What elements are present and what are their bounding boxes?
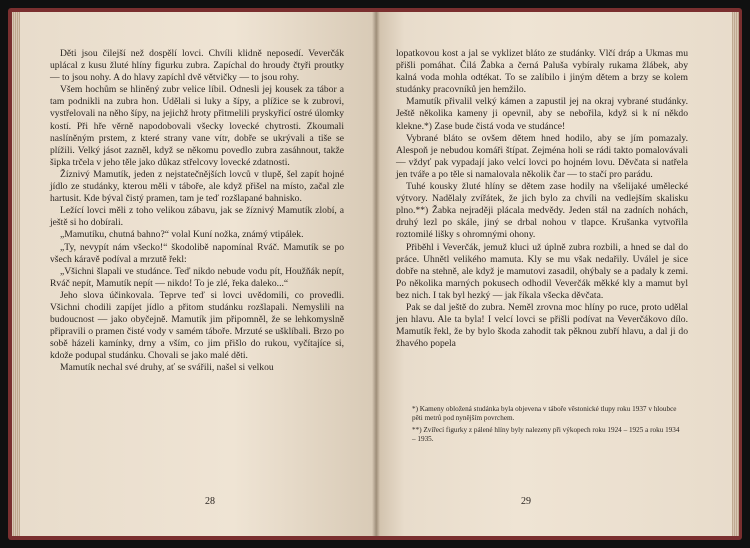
paragraph: „Ty, nevypít nám všecko!“ škodolibě napomínal Rváč. Mamutík se po všech káravě podíval a mrzutě řekl: xyxy=(50,241,344,265)
paragraph: Jeho slova účinkovala. Teprve teď si lovci uvědomili, co provedli. Všichni chodili zapíjet jídlo a přitom studánku rozšlapali. Nemyslili na budoucnost — jako obyčejně. Mamutík jim připomněl, že se lehkomyslně připravili o pramen čisté vody v samém táboře. Mrzuté se ušklíbali. Brzo po sobě házeli kamínky, drny a vším, co jim přišlo do rukou, vyčítajíce si, kdože podupal studánku. Chovali se jako malé děti. xyxy=(50,289,344,362)
paragraph: lopatkovou kost a jal se vyklizet bláto ze studánky. Vlčí dráp a Ukmas mu přišli pomáhat. Čilá Žabka a černá Paluša vybíraly rukama žlábek, aby kalná voda mohla odtékat. To se zalíbilo i jiným dětem a brzy se kolem studánky pracovníků jen hemžilo. xyxy=(396,48,688,96)
footnote: **) Zvířecí figurky z pálené hlíny byly nalezeny při výkopech roku 1924 – 1925 a roku 1934 – 1935. xyxy=(412,425,680,443)
paragraph: Mamutík nechal své druhy, ať se svářili, našel si velkou xyxy=(60,362,274,374)
right-page-body xyxy=(396,48,688,350)
paragraph: Děti jsou čilejší než dospělí lovci. Chvíli klidně neposedí. Veverčák uplácal z kusu žluté hlíny figurku zubra. Zapíchal do hroudy čtyři proutky — to jsou nohy. A do hlavy zapíchl dvě větvičky — to jsou rohy. xyxy=(50,48,344,84)
paragraph: Mamutík přivalil velký kámen a zapustil jej na okraj vybrané studánky. Ještě několika kameny ji opevnil, aby se nebořila, když si k ní někdo klekne.*) Zase bude čistá voda ve studánce! xyxy=(396,96,688,132)
paragraph: „Všichni šlapali ve studánce. Teď nikdo nebude vodu pít, Houžňák nepít, Rváč nepít, Mamutík nepít — nikdo! To je zlé, řeka daleko...“ xyxy=(50,265,344,289)
paragraph: Tuhé kousky žluté hlíny se dětem zase hodily na všelijaké umělecké výtvory. Nadělaly zvířátek, že jich bylo za chvíli na vedlejším skalisku plno.**) Žabka nejraději plácala medvědy. Jeden stál na zadních nohách, druhý lezl po skále, jiný se drbal nohou v tlapce. Krušanka vytvořila roztomilé lišky s ohromnými ohony. xyxy=(396,181,688,241)
left-page-body xyxy=(50,48,344,375)
paragraph: Přiběhl i Veverčák, jemuž kluci už úplně zubra rozbili, a hned se dal do práce. Uhnětl velikého mamuta. Kly se mu však nedařily. Uválel je sice dobře na stehně, ale když je mamutovi zasadil, ohýbaly se a padaly k zemi. Po několika marných pokusech odhodil Veverčák měkké kly a mamut byl bez nich. I tak byl hezký — jak říkala všecka děvčata. xyxy=(396,241,688,301)
paragraph: Všem hochům se hliněný zubr velice líbil. Odnesli jej kousek za tábor a tam podnikli na zubra hon. Udělali si luky a šípy, a plížice se k zubrovi, vystřelovali na něho šípy, na jejichž hroty přitmelili pryskyřicí ostré úlomky kostí. Při hře věrně napodobovali všecky lovecké chytrosti. Zkoumali naslíněným prstem, z které strany vane vítr, dobře se ukrývali a tiše se plížili. Velký jásot zazněl, když se někomu povedlo zubra zasáhnout, takže šipka trčela v jeho těle jako důkaz střelcovy lovecké zdatnosti. xyxy=(50,84,344,168)
footnotes xyxy=(412,405,682,446)
paragraph: Vybrané bláto se ovšem dětem hned hodilo, aby se jím pomazaly. Alespoň je nebudou komáři štípat. Zejména holi se rádi takto pomalovávali — vždyť pak vypadají jako velcí lovci po hojném lovu. Děvčata si natřela jen tváře a po těle si namalovala několik čar — to stačí pro parádu. xyxy=(396,132,688,180)
footnote: *) Kameny obložená studánka byla objevena v táboře věstonické tlupy roku 1937 v hloubce pěti metrů pod nynějším povrchem. xyxy=(412,405,677,423)
paragraph: Ležící lovci měli z toho velikou zábavu, jak se žíznivý Mamutík zlobí, a ještě si ho dobírali. xyxy=(50,205,344,229)
paragraph: Pak se dal ještě do zubra. Neměl zrovna moc hlíny po ruce, proto udělal jen hlavu. Ale ta byla! I velcí lovci se přišli podívat na Veverčákovo dílo. Mamutík řekl, že by bylo škoda zahodit tak pěknou zubří hlavu, a dal ji do žhavého popela xyxy=(396,301,688,350)
paragraph: „Mamutíku, chutná bahno?“ volal Kuní nožka, známý vtipálek. xyxy=(60,229,304,241)
paragraph: Žíznivý Mamutík, jeden z nejstatečnějších lovců v tlupě, šel zapít hojné jídlo ze studánky, kterou měli v táboře, ale když přišel na místo, začal zle hartusit. Kde býval čistý pramen, tam je teď rozšlapané bahnisko. xyxy=(50,168,344,205)
page-number-right: 29 xyxy=(521,496,531,507)
book-gutter xyxy=(372,12,380,536)
page-number-left: 28 xyxy=(205,496,215,507)
